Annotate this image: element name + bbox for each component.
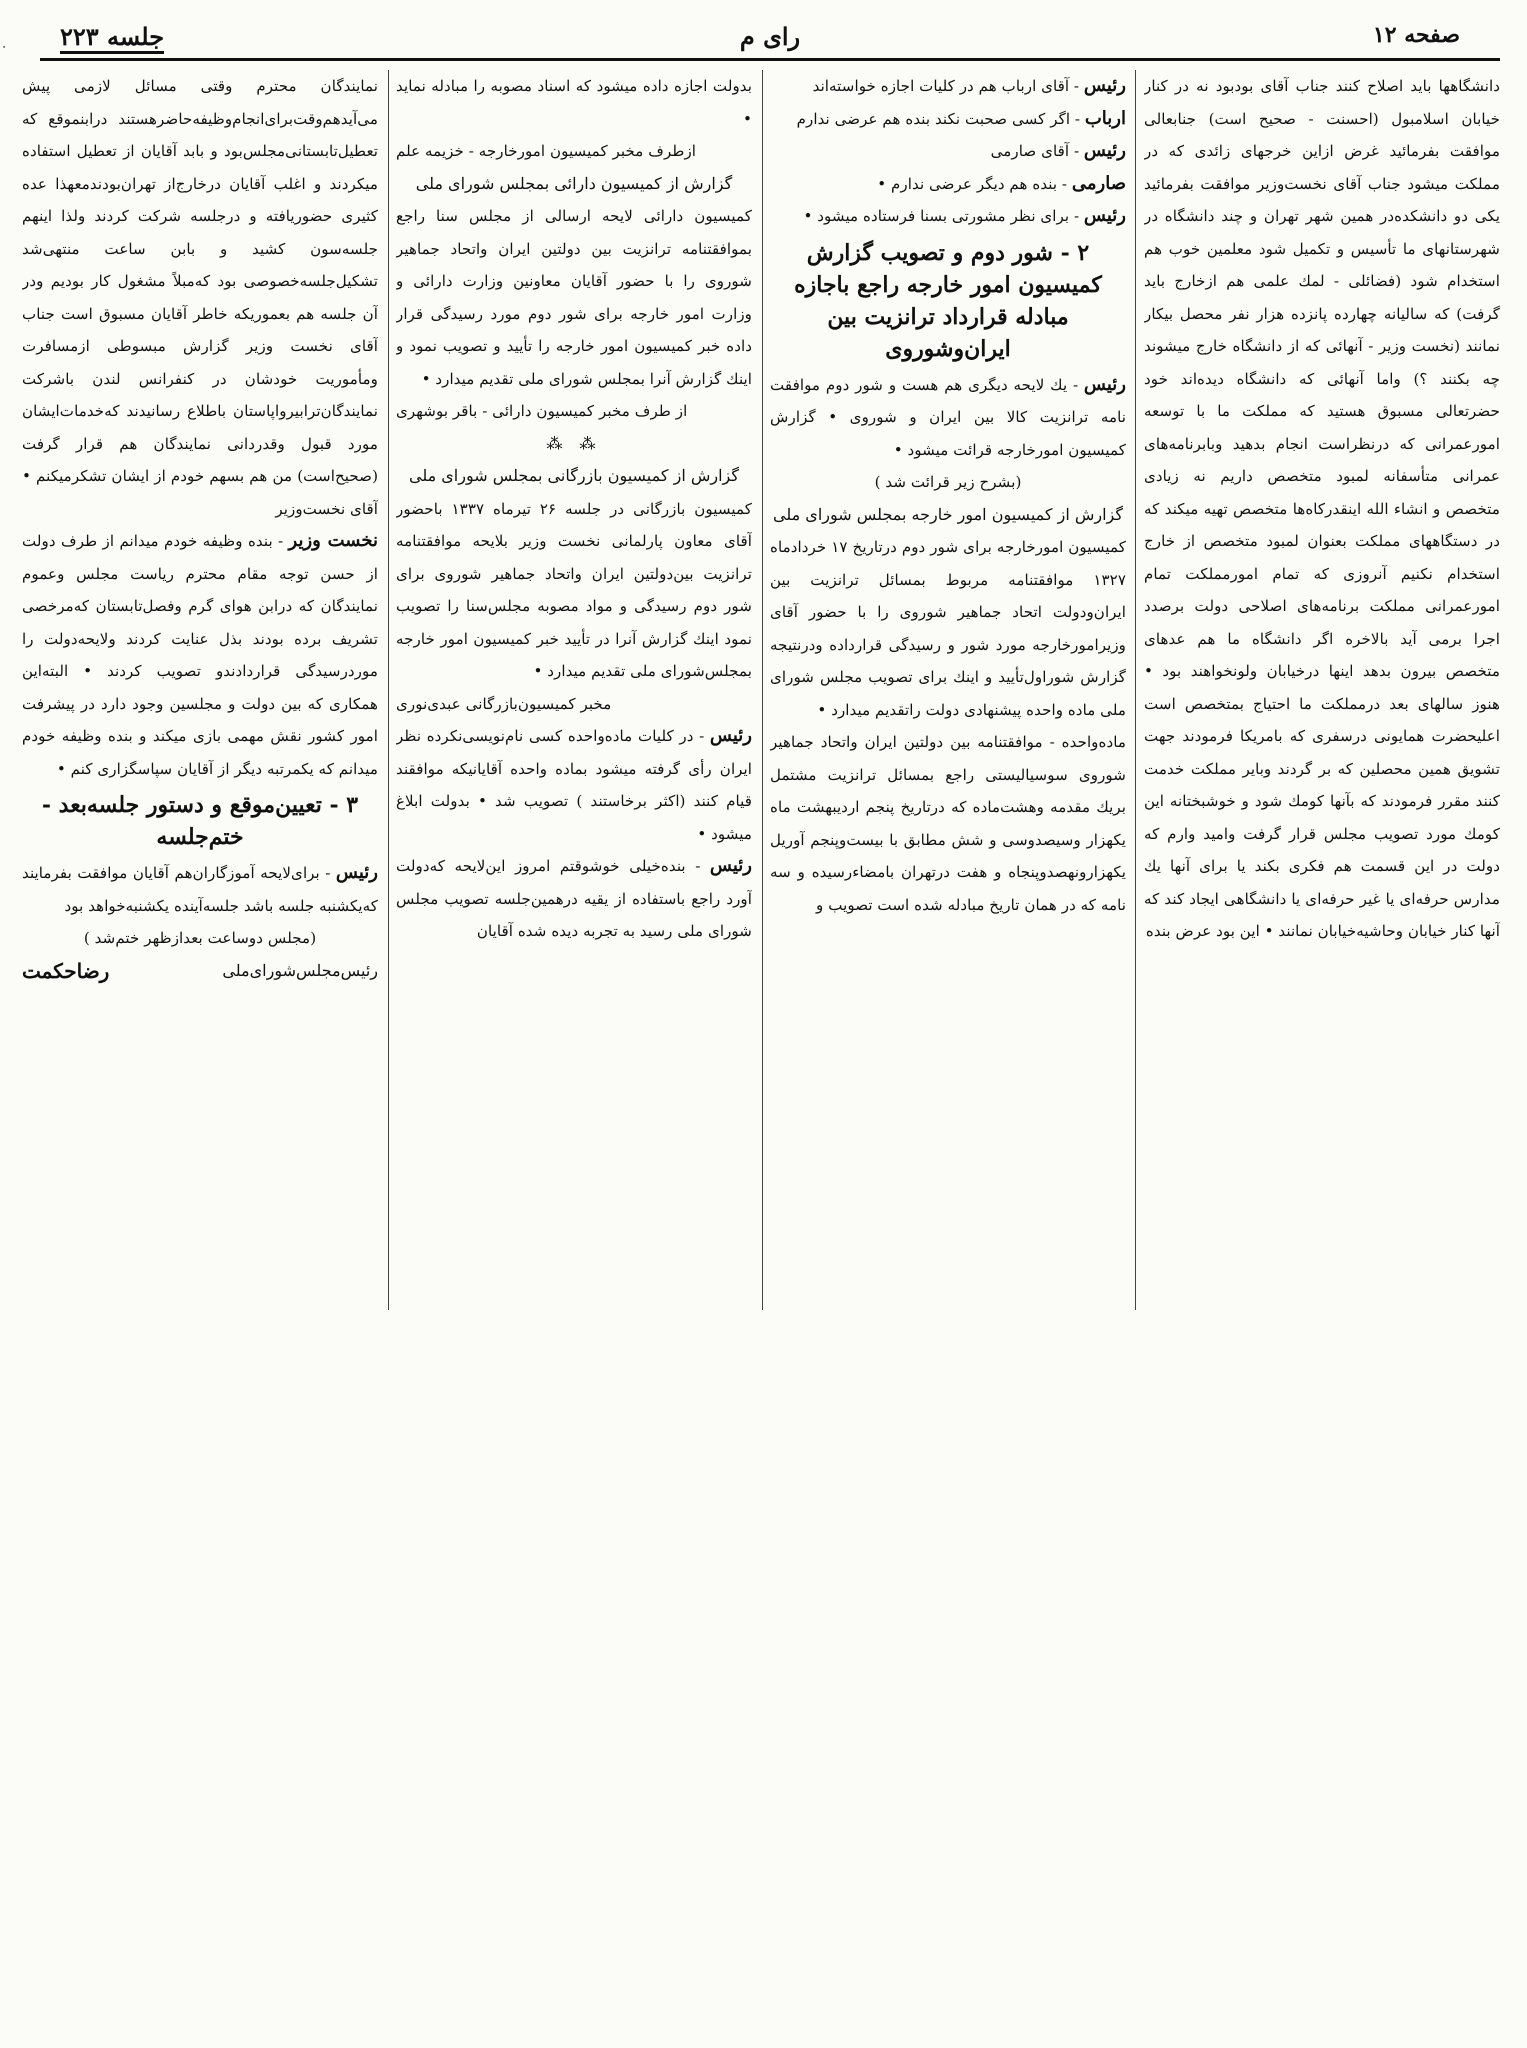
paragraph: کمیسیون بازرگانی در جلسه ۲۶ تیرماه ۱۳۳۷ باحضور آقای معاون پارلمانی نخست وزیر بلایحه موافقتنامه ترانزیت بین‌دولتین ایران واتحاد جماهیر شوروی برای شور دوم رسیدگی و مواد مصوبه مجلس‌سنا را تصویب نمود اینك گزارش آنرا در تأیید خبر کمیسیون امور خارجه بمجلس‌شورای ملی تقدیم میدارد • (396, 499, 752, 680)
speaker-name: رئیس (1083, 373, 1126, 395)
column-1 (1144, 70, 1500, 1320)
speaker-name: رئیس (709, 855, 752, 876)
speech: صارمی - بنده هم دیگر عرضی ندارم • (877, 172, 1126, 194)
report-title: گزارش از کمیسیون بازرگانی بمجلس شورای ملی (408, 466, 739, 485)
speech: نخست وزیر - بنده وظیفه خودم میدانم از طرف دولت از حسن توجه مقام محترم ریاست مجلس وعموم نمایندگان که درابن هوای گرم وفصل‌تابستان که‌مرخصی تشریف برده بودند بذل عنایت کردند ولایحه‌دولت را موردرسیدگی قراردادندو تصویب کردند • البته‌این همکاری که بین دولت و مجلسین وجود دارد در پیشرفت امور کشور نقش مهمی بازی میکند و بنده وظیفه خودم میدانم که یکمرتبه دیگر از آقایان سپاسگزاری کنم • (22, 530, 378, 778)
section-heading: ۳ - تعیین‌موقع و دستور جلسه‌بعد - ختم‌جلسه (41, 792, 359, 850)
speaker-name: رئیس (335, 862, 378, 883)
page-header (40, 18, 1500, 61)
paragraph: کمیسیون دارائی لایحه ارسالی از مجلس سنا راجع بموافقتنامه ترانزیت بین دولتین ایران واتحاد جماهیر شوروی را با حضور آقایان معاونین وزارت دارائی و وزارت امور خارجه برای شور دوم مورد رسیدگی قرار داده خبر کمیسیون امور خارجه را تأیید و تصویب نمود و اینك گزارش آنرا بمجلس شورای ملی تقدیم میدارد • (396, 207, 752, 388)
report-title: گزارش از کمیسیون امور خارجه بمجلس شورای ملی (773, 504, 1123, 524)
column-2 (770, 70, 1126, 1320)
paragraph: دانشگاهها باید اصلاح کنند جناب آقای بودبود نه در کنار خیابان اسلامبول (احسنت - صحیح است) جنابعالی موافقت بفرمائید غرض ازاین خرجهای زائدی که در مملکت میشود جناب آقای نخست‌وزیر موافقت بفرمائید یکی دو دانشکده‌در همین شهر تهران و چند دانشگاه در شهرستانهای ما تأسیس و تکمیل شود معلمین خوب هم استخدام شود (فضائلی - لمك علمی هم ازخارج باید گرفت) که سالیانه چهارده پانزده هزار نفر محصل بیکار نمانند (نخست وزیر - آنهائی که از دانشگاه خارج میشوند چه بکنند ؟) واما آنهائی که دانشگاه دیده‌اند خود حضرتعالی مسبوق هستید که مملکت ما با توسعه امورعمرانی که درنظراست انجام بدهید وبابرنامه‌های عمرانی متأسفانه لمبود متخصص داریم نه زیادی متخصص و انشاء الله اینقدرکاه‌ها متخصص تهیه میکند که در دستگاههای مملکت بعنوان لمبود متخصص از خارج استخدام نکنیم آنروزی که تمام امورمملکت تمام امورعمرانی مملکت برنامه‌های اصلاحی دولت برصدد اجرا برمی آید بالاخره اگر دانشگاه ما هم عدهای متخصص بیرون بدهد اینها درخیابان ولونخواهند بود • هنوز سالهای بعد درمملکت ما احتیاج بمتخصص است اعلیحضرت همایونی درسفری که بامریکا فرمودند جهت تشویق همین محصلین که بر گردند وبایر مملکت خدمت کنند مقرر فرمودند که بآنها کومك شود و خوشبختانه این کومك مورد تصویب مجلس قرار گرفت وامید وارم که دولت در این قسمت هم فکری بکند یا برای آنها یك مدارس حرفه‌ای یا غیر حرفه‌ای یا دانشگاهی ایجاد کند که آنها کنار خیابان وحاشیه‌خیابان نمانند • این بود عرض بنده (1144, 77, 1500, 940)
speech: رئیس - آقای ارباب هم در کلیات اجازه خواسته‌اند (812, 75, 1126, 96)
signature-role: رئیس‌مجلس‌شورای‌ملی (222, 960, 378, 980)
article-columns (20, 70, 1500, 1320)
speaker-name: رئیس (709, 725, 752, 746)
speech: رئیس - بنده‌خیلی خوشوقتم امروز این‌لایحه که‌دولت آورد راجع باستفاده از یقیه درهمین‌جلسه تصویب مجلس شورای ملی رسید به تجربه دیده شده آقایان (396, 855, 752, 940)
signature: مخبر کمیسیون‌بازرگانی عبدی‌نوری (396, 694, 612, 713)
signature: از طرف مخبر کمیسیون دارائی - باقر بوشهری (396, 402, 688, 420)
speaker-name: رئیس (1083, 140, 1126, 161)
margin-mark: ᐧ (2, 40, 6, 56)
paragraph: ماده‌واحده - موافقتنامه بین دولتین ایران واتحاد جماهیر شوروی سوسیالیستی راجع بمسائل ترانزیت مشتمل بریك مقدمه وهشت‌ماده که درتاریخ پنجم اردیبهشت ماه یکهزار وسیصدوسی و شش مطابق با بیست‌وپنجم آوریل یکهزارونهصدوپنجاه و هفت درتهران بامضاءرسیده و سه نامه که در همان تاریخ مبادله شده است تصویب و (770, 733, 1126, 914)
speech: رئیس - یك لایحه دیگری هم هست و شور دوم موافقت نامه ترانزیت کالا بین ایران و شوروی • گزارش کمیسیون امورخارجه قرائت میشود • (770, 373, 1126, 459)
speaker-name: ارباب (1084, 107, 1126, 129)
signature: ازطرف مخبر کمیسیون امورخارجه - خزیمه علم (396, 142, 697, 160)
speaker-name: نخست وزیر (288, 530, 378, 551)
read-note: (بشرح زیر قرائت شد ) (874, 473, 1022, 491)
paragraph: نمایندگان محترم وقتی مسائل لازمی پیش می‌آیدهم‌وقت‌برای‌انجام‌وظیفه‌حاضرهستند درابنموقع که تعطیل‌تابستانی‌مجلس‌بود و بابد آقایان از تعطیل استفاده میکردند و اغلب آقایان درخارج‌از تهران‌بودند‌معهذا عده کثیری حضوریافته و درجلسه شرکت کردند ولذا اینهم جلسه‌سون کشید و بابن ساعت منتهی‌شد تشکیل‌جلسه‌خصوصی بود که‌مبلاً مشغول کار بودیم ودر آن جلسه هم بعموریکه خاطر آقایان مسبوق است جناب آقای نخست وزیر گزارش مبسوطی ازمسافرت ومأموریت خودشان در کنفرانس لندن باشرکت نمایندگان‌ترابیرو‌اپاستان باطلاع رسانیدند که‌خدمات‌ایشان مورد قبول وقدردانی نمایندگان هم قرار گرفت (صحیح‌است) من هم بسهم خودم از ایشان تشکرمیکنم • آقای نخست‌وزیر (22, 77, 378, 518)
speaker-name: رئیس (1083, 205, 1126, 226)
column-3 (396, 70, 752, 1320)
page-number: صفحه ۱۲ (1372, 22, 1460, 48)
president-signature (22, 955, 378, 988)
separator-stars: ⁂ ⁂ (546, 433, 602, 453)
speech: رئیس - برای‌لایحه آموزگاران‌هم آقایان موافقت بفرمایند که‌یکشنبه جلسه باشد جلسه‌آینده یکشنبه‌خواهد بود (22, 862, 378, 915)
speech: رئیس - در کلیات ماده‌واحده کسی نام‌نویسی‌نکرده نظر ایران رأی گرفته میشود بماده واحده آقایانیکه موافقند قیام کنند (اکثر برخاستند ) تصویب شد • بدولت ابلاغ میشود • (396, 725, 752, 843)
session-label: جلسه ۲۲۳ (60, 22, 164, 54)
section-heading: ۲ - شور دوم و تصویب گزارش کمیسیون امور خارجه راجع باجازه مبادله قرارداد ترانزیت بین ایران‌وشوروی (794, 239, 1102, 362)
report-title: گزارش از کمیسیون دارائی بمجلس شورای ملی (415, 173, 733, 193)
column-4 (22, 70, 378, 1320)
speaker-name: رئیس (1083, 75, 1126, 96)
paragraph: کمیسیون امورخارجه برای شور دوم درتاریخ ۱۷ خردادماه ۱۳۲۷ موافقتنامه مربوط بمسائل ترانزیت بین ایران‌ودولت اتحاد جماهیر شوروی را با حضور آقای وزیرامورخارجه مورد شور و رسیدگی قرارداده ودرنتیجه گزارش شوراول‌تأیید و اینك برای تصویب مجلس شورای ملی ماده واحده پیشنهادی دولت راتقدیم میدارد • (770, 538, 1126, 719)
speech: ارباب - اگر کسی صحبت نکند بنده هم عرضی ندارم (796, 107, 1126, 129)
newspaper-title: رای م (739, 22, 801, 51)
paragraph: بدولت اجازه داده میشود که اسناد مصوبه را مبادله نماید • (396, 77, 752, 128)
signature-name: رضاحکمت (22, 958, 110, 983)
closing-note: (مجلس دوساعت بعدازظهر ختم‌شد ) (83, 929, 317, 947)
speaker-name: صارمی (1071, 172, 1126, 194)
speech: رئیس - آقای صارمی (990, 140, 1126, 161)
speech: رئیس - برای نظر مشورتی بسنا فرستاده میشود • (803, 205, 1126, 226)
